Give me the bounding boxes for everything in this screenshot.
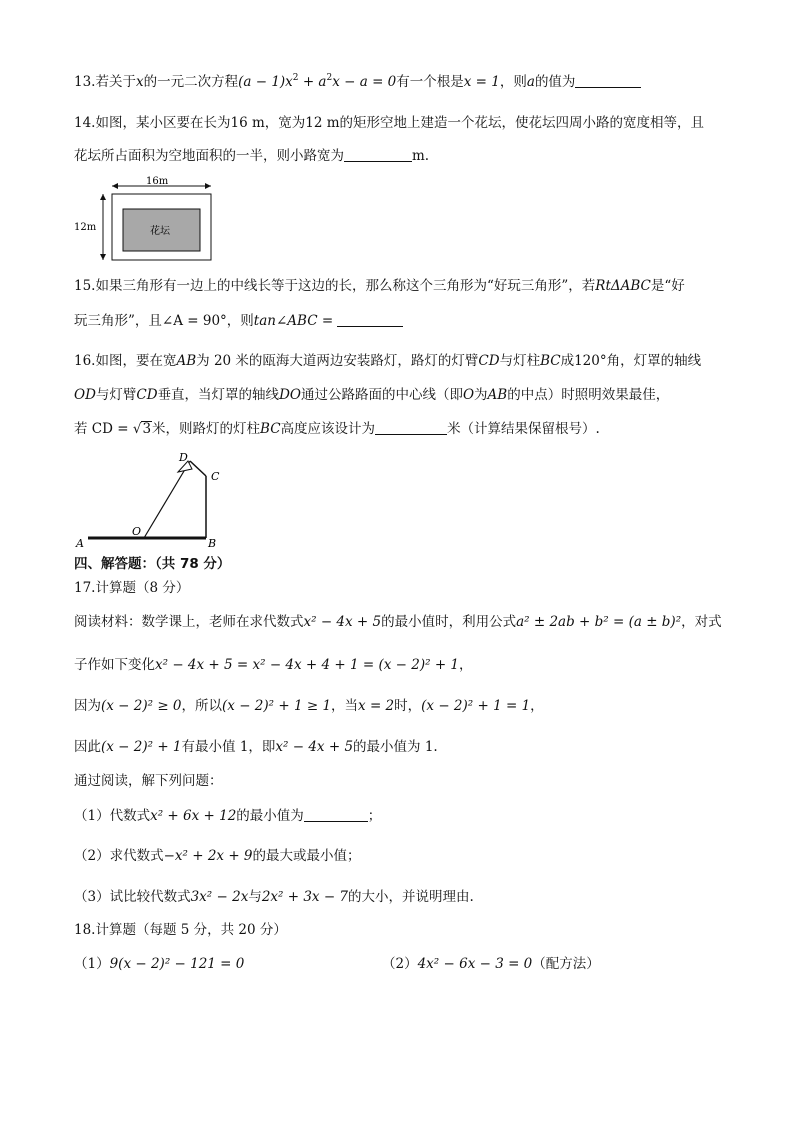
streetlight-figure	[74, 448, 234, 552]
q17-sub-2: （2）求代数式−x² + 2x + 9的最大或最小值；	[74, 848, 361, 864]
label-o: O	[132, 525, 142, 538]
q17-para-2: 子作如下变化x² − 4x + 5 = x² − 4x + 4 + 1 = (x − 2)² + 1，	[74, 657, 473, 673]
question-17-title: 17.计算题（8 分）	[74, 580, 190, 596]
streetlight-diagram	[74, 448, 234, 548]
answer-blank-14[interactable]	[344, 146, 412, 162]
q18-problem-2: （2）4x² − 6x − 3 = 0（配方法）	[382, 956, 600, 972]
q17-para-4: 因此(x − 2)² + 1有最小值 1，即x² − 4x + 5的最小值为 1.	[74, 739, 438, 755]
question-16-line2: OD与灯臂CD垂直，当灯罩的轴线DO通过公路路面的中心线（即O为AB的中点）时照明效果最佳，	[74, 387, 670, 403]
question-16-line1: 16.如图，要在宽AB为 20 米的瓯海大道两边安装路灯，路灯的灯臂CD与灯柱BC成120°角，灯罩的轴线	[74, 353, 702, 369]
q17-para-3: 因为(x − 2)² ≥ 0，所以(x − 2)² + 1 ≥ 1，当x = 2时，(x − 2)² + 1 = 1，	[74, 698, 544, 714]
label-a: A	[76, 537, 84, 548]
flowerbed-figure	[74, 174, 224, 268]
question-15-line1: 15.如果三角形有一边上的中线长等于这边的长，那么称这个三角形为“好玩三角形”，若RtΔABC是“好	[74, 278, 685, 294]
answer-blank-13[interactable]	[575, 72, 641, 88]
arm-cd	[190, 461, 206, 476]
question-15-line2: 玩三角形”，且∠A = 90°，则tan∠ABC =	[74, 311, 724, 331]
question-18-title: 18.计算题（每题 5 分，共 20 分）	[74, 922, 287, 938]
axis-do	[144, 461, 190, 538]
label-c: C	[211, 470, 220, 483]
label-b: B	[208, 537, 217, 548]
arrow-left-icon	[112, 183, 118, 189]
section-4-heading: 四、解答题：（共 78 分）	[74, 556, 231, 572]
arrow-up-icon	[100, 194, 106, 200]
flowerbed-diagram	[74, 174, 224, 264]
answer-blank-15[interactable]	[337, 311, 403, 327]
width-label: 16m	[146, 176, 169, 187]
q17-para-1: 阅读材料：数学课上，老师在求代数式x² − 4x + 5的最小值时，利用公式a² ± 2ab + b² = (a ± b)²，对式	[74, 614, 722, 630]
q17-sub-3: （3）试比较代数式3x² − 2x与2x² + 3x − 7的大小，并说明理由.	[74, 889, 474, 905]
answer-blank-17-1[interactable]	[304, 806, 368, 822]
label-d: D	[179, 451, 188, 464]
question-16-line3: 若 CD = √3米，则路灯的灯柱BC高度应该设计为 米（计算结果保留根号）.	[74, 421, 600, 437]
arrow-right-icon	[205, 183, 211, 189]
question-14-line2: 花坛所占面积为空地面积的一半，则小路宽为 m.	[74, 148, 430, 164]
height-label: 12m	[74, 222, 97, 233]
arrow-down-icon	[100, 254, 106, 260]
sqrt-icon: √	[132, 421, 142, 437]
q17-sub-1: （1）代数式x² + 6x + 12的最小值为 ；	[74, 808, 382, 824]
answer-blank-16[interactable]	[375, 419, 447, 435]
question-13: 13.若关于x的一元二次方程$(a - 1)x^2 + a^2x - a = 0$有一个根是x = 1，则a的值为	[74, 72, 724, 92]
flowerbed-label: 花坛	[150, 226, 170, 237]
q17-para-5: 通过阅读，解下列问题：	[74, 773, 223, 789]
q18-problem-1: （1）9(x − 2)² − 121 = 0	[74, 956, 245, 972]
question-14-line1: 14.如图，某小区要在长为16 m，宽为12 m的矩形空地上建造一个花坛，使花坛四周小路的宽度相等，且	[74, 115, 705, 131]
